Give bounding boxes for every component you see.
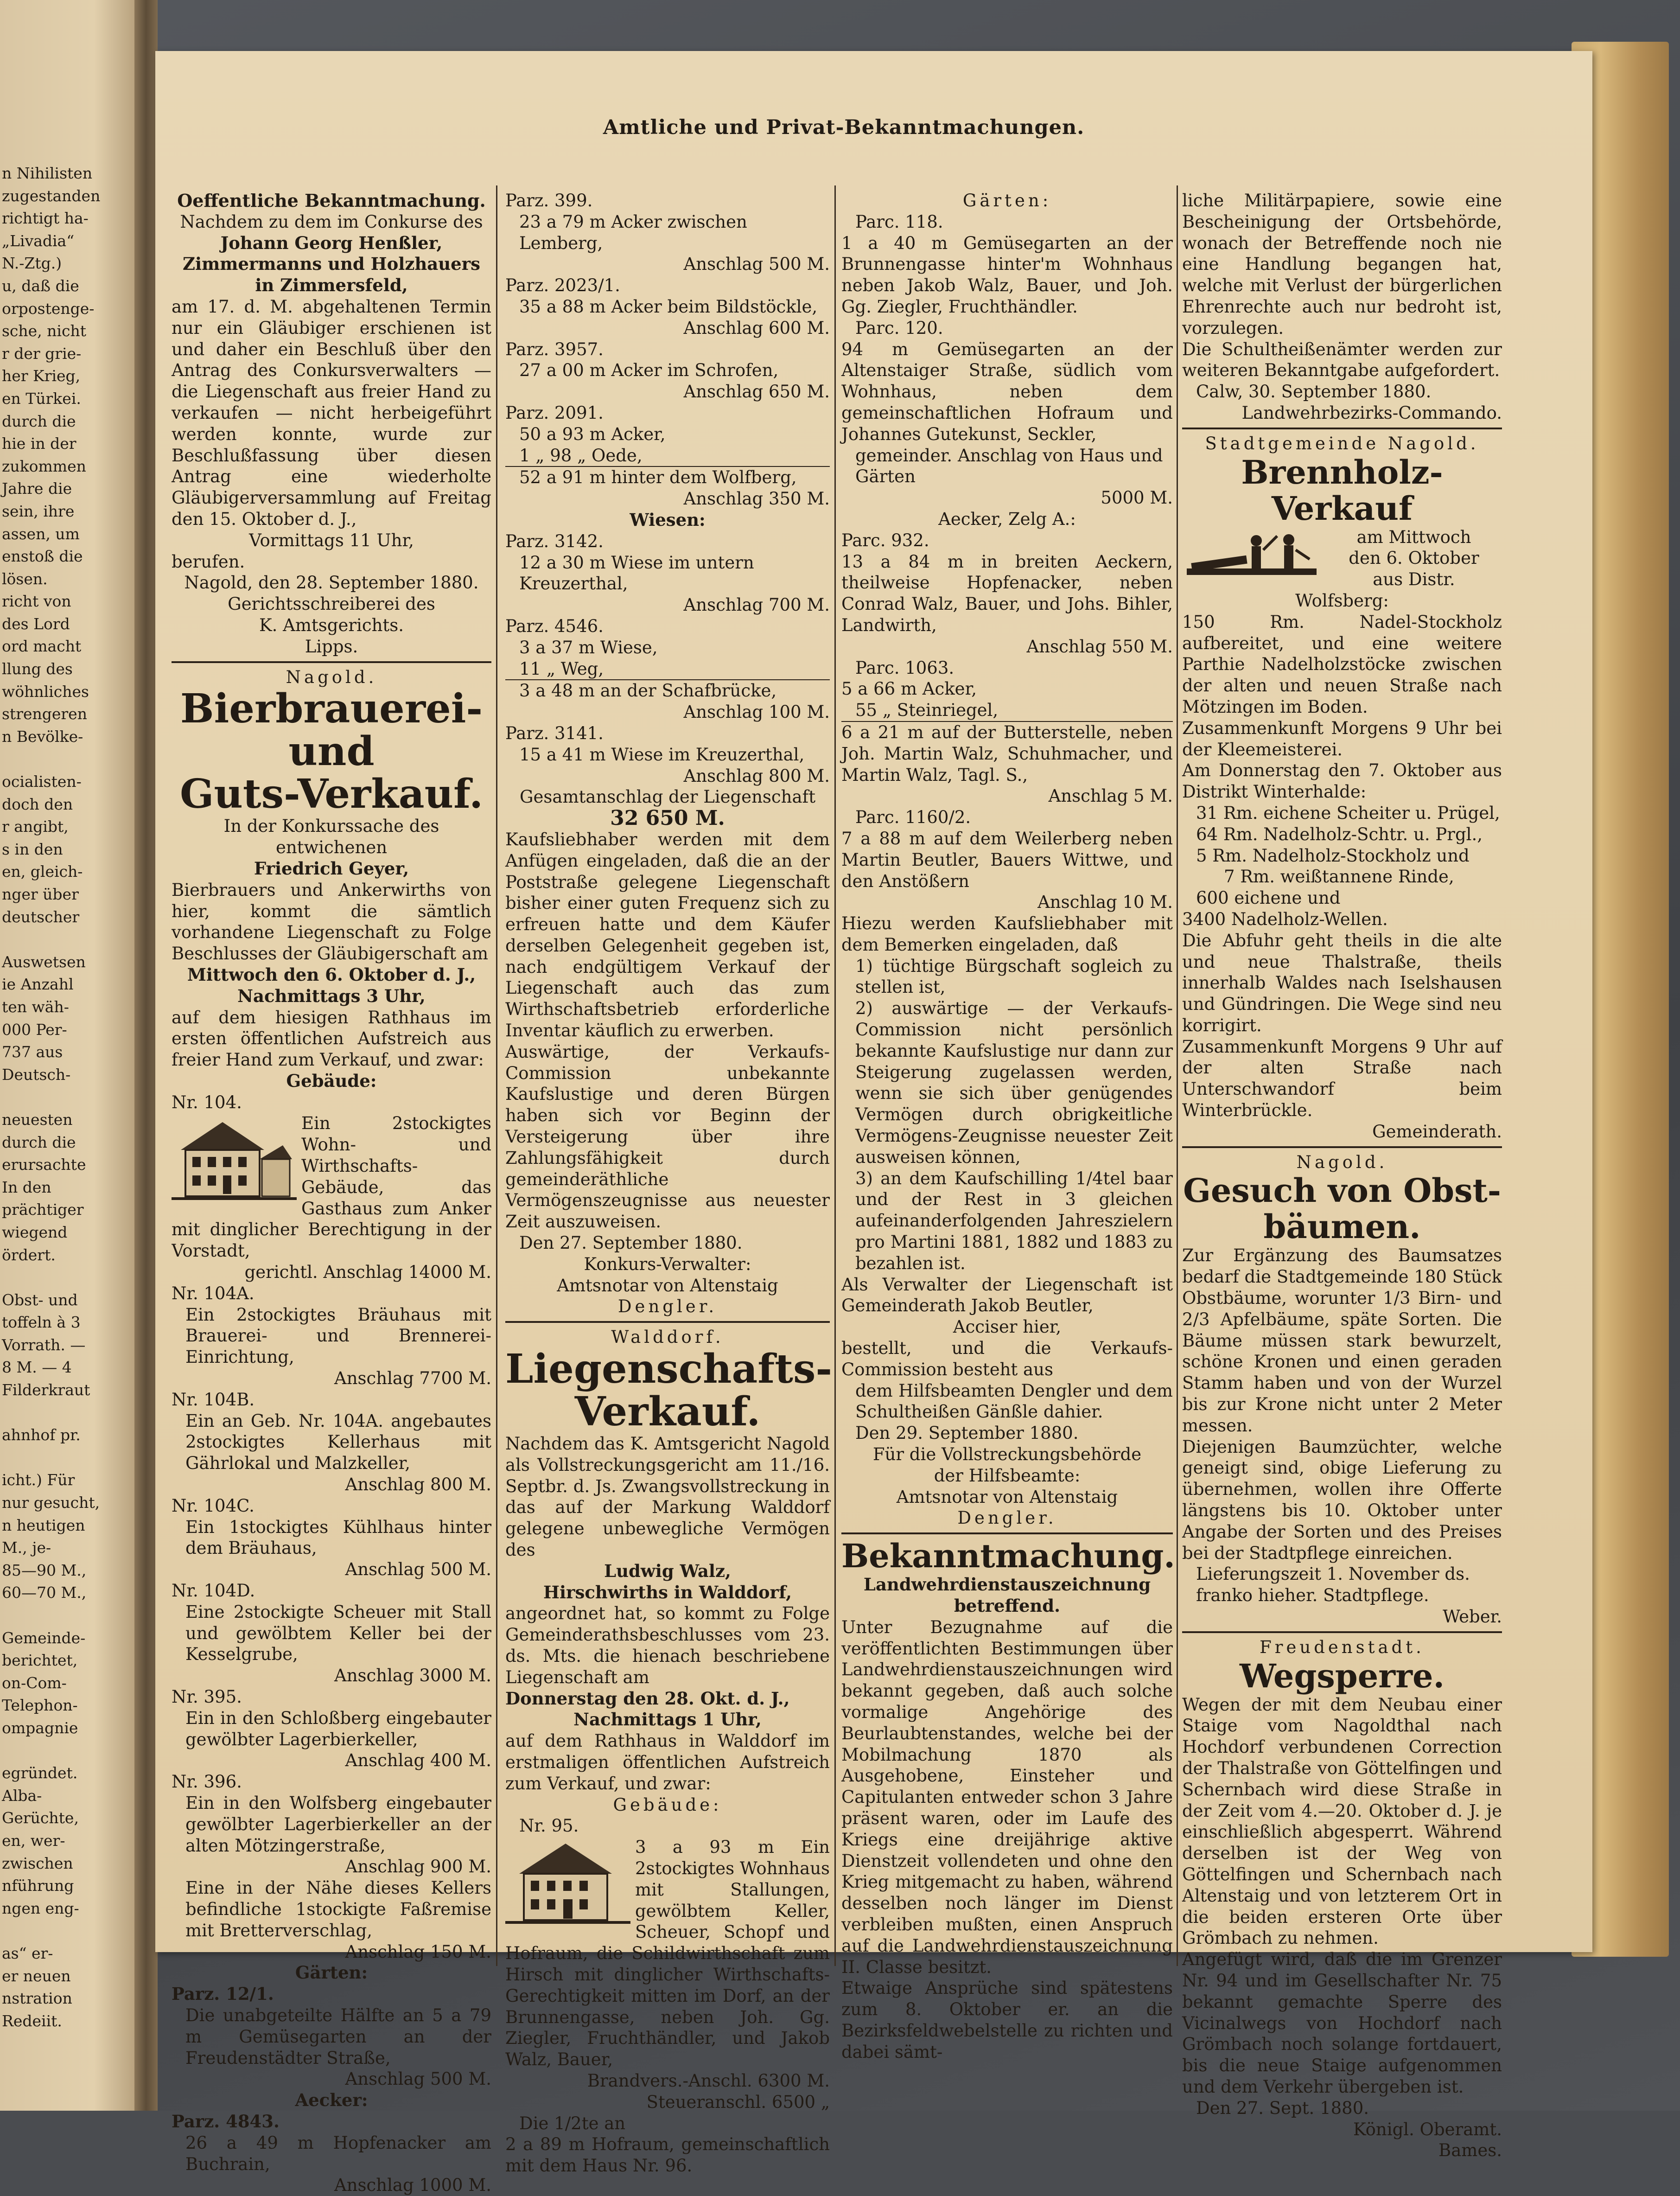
notice-title: Bierbrauerei- und xyxy=(180,685,483,775)
text-line: Vormittags 11 Uhr, xyxy=(249,530,414,550)
rule xyxy=(505,1321,830,1323)
notice-title: Oeffentliche Bekanntmachung. xyxy=(177,190,486,211)
list-item: 5 Rm. Nadelholz-Stockholz und xyxy=(1196,845,1470,866)
text-line: Lieferungszeit 1. November ds. xyxy=(1196,1564,1470,1584)
text-line: Anschlag 600 M. xyxy=(683,318,830,338)
left-page-text: n Nihilisten zugestanden richtigt ha- „Livadia“ N.-Ztg.) u, daß die orpostenge- sche, nicht r der grie- her Krieg, en Türkei. durch die hie in der zukommen Jahre die sein, ihre assen, um enstoß die lösen. richt von des Lord ord macht llung des wöhnliches strengeren n Bevölke- ocialisten- doch den r angibt, s in den en, gleich- nger über deutscher Auswetsen ie Anzahl ten wäh- 000 Per- 737 aus Deutsch- neuesten durch die erursachte In den prächtiger wiegend ördert. Obst- und toffeln à 3 Vorrath. — 8 M. — 4 Filderkraut ahnhof pr. icht.) Für nur gesucht, n heutigen M., je- 85—90 M., 60—70 M., Gemeinde- berichtet, on-Com- Telephon- ompagnie egründet. Alba- Gerüchte, en, wer- zwischen nführung ngen eng- as“ er- er neuen nstration Redeiit. xyxy=(2,164,101,2030)
paragraph: Ein 2stockigtes Bräuhaus mit Brauerei- und Brennerei-Einrichtung, xyxy=(185,1304,491,1367)
paragraph: auf dem Rathhaus in Walddorf im erstmaligen öffentlichen Aufstreich zum Verkauf, und zwar: xyxy=(505,1731,830,1794)
text-line: In der Konkurssache des entwichenen xyxy=(223,816,439,858)
text-line: Weber. xyxy=(1443,1607,1502,1627)
text-line: Gerichtsschreiberei des xyxy=(228,594,435,614)
text-line: Nr. 395. xyxy=(172,1687,242,1707)
text-line: 5000 M. xyxy=(1101,488,1173,508)
list-item: 3) an dem Kaufschilling 1/4tel baar und der Rest in 3 gleichen aufeinanderfolgenden Jahreszielern pro Martini 1881, 1882 und 1883 zu bezahlen ist. xyxy=(855,1168,1173,1273)
text-line: Anschlag 1000 M. xyxy=(334,2175,491,2196)
text-line: Landwehrdienstauszeichnung xyxy=(863,1574,1151,1595)
house-illustration-icon xyxy=(505,1837,630,1929)
text-line: am Mittwoch xyxy=(1356,527,1471,547)
text-line: Anschlag 400 M. xyxy=(345,1750,491,1771)
text-line: Anschlag 100 M. xyxy=(683,702,830,722)
notice-title: bäumen. xyxy=(1263,1207,1421,1246)
text-line: Gemeinderath. xyxy=(1372,1121,1502,1142)
column-rule xyxy=(1177,185,1178,1966)
text-line: Mittwoch den 6. Oktober d. J., xyxy=(187,964,476,985)
text-line: Nr. 95. xyxy=(519,1816,579,1836)
paragraph: bestellt, und die Verkaufs-Commission besteht aus xyxy=(841,1338,1173,1379)
paragraph: Zusammenkunft Morgens 9 Uhr auf der alten Straße nach Unterschwandorf beim Winterbrückle. xyxy=(1182,1036,1502,1121)
text-line: Parz. 3957. xyxy=(505,339,604,359)
text-line: 3 a 48 m an der Schafbrücke, xyxy=(519,681,777,701)
paragraph: 7 a 88 m auf dem Weilerberg neben Martin Beutler, Bauers Wittwe, und den Anstößern xyxy=(841,828,1173,891)
column-rule xyxy=(496,185,497,1966)
total-value: 32 650 M. xyxy=(610,806,725,830)
text-line: Anschlag 3000 M. xyxy=(334,1666,491,1686)
list-item: 3400 Nadelholz-Wellen. xyxy=(1182,909,1388,929)
text-line: 35 a 88 m Acker beim Bildstöckle, xyxy=(519,296,818,317)
paragraph: 3 a 93 m Ein 2stockigtes Wohnhaus mit Stallungen, gewölbtem Keller, Scheuer, Schopf und Hofraum, die Schildwirthschaft zum Hirsch mit dinglicher Wirthschafts-Gerechtigkeit mitten im Dorf, an der Brunnengasse, neben Joh. Gg. Ziegler, Fruchthändler, und Jakob Walz, Bauer, xyxy=(505,1837,830,2070)
text-line: Wiesen: xyxy=(630,509,706,530)
rule xyxy=(172,661,491,663)
notice-title: Gesuch von Obst- xyxy=(1183,1171,1501,1210)
text-line: Für die Vollstreckungsbehörde xyxy=(872,1444,1142,1465)
paragraph: Als Verwalter der Liegenschaft ist Gemeinderath Jakob Beutler, xyxy=(841,1274,1173,1316)
notice-title: Bekanntmachung. xyxy=(841,1537,1175,1576)
text-line: betreffend. xyxy=(954,1596,1061,1616)
text-line: Parz. 3142. xyxy=(505,531,604,551)
text-line: Parc. 1063. xyxy=(855,658,955,678)
page-header: Amtliche und Privat-Bekanntmachungen. xyxy=(603,116,1085,139)
text-line: Nr. 104B. xyxy=(172,1389,255,1410)
text-line: Anschlag 800 M. xyxy=(683,766,830,786)
paragraph: Zusammenkunft Morgens 9 Uhr bei der Kleemeisterei. xyxy=(1182,718,1502,760)
text-line: aus Distr. Wolfsberg: xyxy=(1295,569,1455,611)
notice-title: Guts-Verkauf. xyxy=(179,771,484,818)
paragraph: am 17. d. M. abgehaltenen Termin nur ein Gläubiger erschienen ist und daher ein Beschluß über den Antrag des Conkursverwalters — die Liegenschaft aus freier Hand zu verkaufen — nicht herbeigeführt werden konnte, wurde zur Beschlußfassung über diesen Antrag eine wiederholte Gläubigerversammlung auf Freitag den 15. Oktober d. J., xyxy=(172,296,491,529)
text-line: Den 29. September 1880. xyxy=(855,1423,1079,1443)
paragraph: Diejenigen Baumzüchter, welche geneigt sind, obige Lieferung zu übernehmen, wollen ihre Offerte längstens bis 10. Oktober unter Angabe der Sorten und des Preises bei der Stadtpflege einreichen. xyxy=(1182,1436,1502,1563)
text-line: gerichtl. Anschlag 14000 M. xyxy=(244,1262,491,1283)
text-line: Parz. 2023/1. xyxy=(505,275,620,296)
rule xyxy=(1182,1146,1502,1148)
paragraph: Unter Bezugnahme auf die veröffentlichten Bestimmungen über Landwehrdienstauszeichnungen wird bekannt gegeben, daß auch solche vormalige Angehörige des Beurlaubtenstandes, welche bei der Mobilmachung 1870 als Ausgehobene, Einsteher und Capitulanten entweder schon 3 Jahre präsent waren, oder im Laufe des Kriegs eine dreijährige aktive Dienstzeit vollendeten und ohne den Krieg mitgemacht zu haben, während desselben noch länger im Dienst verbleiben mußten, einen Anspruch auf die Landwehrdienstauszeichnung II. Classe besitzt. xyxy=(841,1617,1173,1977)
text-line: Nr. 104. xyxy=(172,1092,242,1112)
text-line: den 6. Oktober xyxy=(1349,548,1479,568)
text-line: Aecker, Zelg A.: xyxy=(938,509,1076,529)
text-line: Steueranschl. 6500 „ xyxy=(646,2092,830,2112)
rule xyxy=(841,1532,1173,1534)
list-item: 600 eichene und xyxy=(1196,888,1341,908)
text-line: Nachdem zu dem im Conkurse des xyxy=(180,211,483,232)
text-line: Den 27. Sept. 1880. xyxy=(1196,2098,1369,2118)
notice-title: Liegenschafts- xyxy=(505,1346,833,1393)
text-line: Die 1/2te an xyxy=(519,2113,626,2133)
text-line: Nagold, den 28. September 1880. xyxy=(184,573,479,593)
paragraph: Eine 2stockigte Scheuer mit Stall und gewölbtem Keller bei der Kesselgrube, xyxy=(185,1602,491,1665)
text-line: Anschlag 500 M. xyxy=(683,254,830,274)
text-line: Gesamtanschlag der Liegenschaft xyxy=(519,787,816,807)
text-line: 27 a 00 m Acker im Schrofen, xyxy=(519,360,779,381)
text-line: Zimmermanns und Holzhauers xyxy=(183,254,480,274)
paragraph: 6 a 21 m auf der Butterstelle, neben Joh. Martin Walz, Schuhmacher, und Martin Walz, Tagl. S., xyxy=(841,722,1173,785)
paragraph: 150 Rm. Nadel-Stockholz aufbereitet, und eine weitere Parthie Nadelholzstöcke zwischen der alten und neuen Straße nach Mötzingen im Boden. xyxy=(1182,612,1502,717)
list-item: 31 Rm. eichene Scheiter u. Prügel, xyxy=(1196,803,1500,823)
text-line: Anschlag 500 M. xyxy=(345,1559,491,1580)
text-line: Walddorf. xyxy=(611,1327,724,1347)
text-line: Den 27. September 1880. xyxy=(519,1233,743,1253)
paragraph: Wegen der mit dem Neubau einer Staige vom Nagoldthal nach Hochdorf verbundenen Correction der Thalstraße von Göttelfingen und Schernbach wird diese Straße in der Zeit vom 4.—20. Oktober d. J. je einschließlich abgesperrt. Während derselben ist der Weg von Göttelfingen und Schernbach nach Altenstaig und von letzterem Ort in die beiden ersteren Orte über Grömbach zu nehmen. xyxy=(1182,1694,1502,1948)
text-line: Lipps. xyxy=(305,636,358,657)
paragraph: Angefügt wird, daß die im Grenzer Nr. 94 und im Gesellschafter Nr. 75 bekannt gemachte Sperre des Vicinalwegs von Hochdorf nach Grömbach noch solange fortdauert, bis die neue Staige aufgenommen und dem Verkehr übergeben ist. xyxy=(1182,1949,1502,2097)
list-item: 64 Rm. Nadelholz-Schtr. u. Prgl., xyxy=(1196,824,1483,844)
house-illustration-icon xyxy=(172,1113,297,1206)
column-2 xyxy=(505,190,833,2177)
text-line: Calw, 30. September 1880. xyxy=(1196,382,1432,402)
text-line: berufen. xyxy=(172,551,245,572)
column-1 xyxy=(172,190,491,2196)
paragraph: auf dem hiesigen Rathhaus im ersten öffentlichen Aufstreich aus freier Hand zum Verkauf, und zwar: xyxy=(172,1007,491,1070)
text-line: Amtsnotar von Altenstaig xyxy=(896,1487,1118,1507)
text-line: Anschlag 550 M. xyxy=(1026,636,1173,657)
text-line: Anschlag 900 M. xyxy=(345,1857,491,1877)
paragraph: Eine in der Nähe dieses Kellers befindliche 1stockigte Faßremise mit Bretterverschlag, xyxy=(185,1878,491,1941)
text-line: Anschlag 150 M. xyxy=(345,1941,491,1962)
paragraph: 2 a 89 m Hofraum, gemeinschaftlich mit dem Haus Nr. 96. xyxy=(505,2134,830,2176)
text-line: Donnerstag den 28. Okt. d. J., xyxy=(505,1688,790,1709)
text-line: Anschlag 800 M. xyxy=(345,1475,491,1495)
column-rule xyxy=(834,185,836,1966)
text-line: der Hilfsbeamte: xyxy=(934,1465,1081,1486)
text-line: gemeinder. Anschlag von Haus und Gärten xyxy=(855,445,1163,487)
text-line: Parc. 120. xyxy=(855,318,943,338)
list-item: 2) auswärtige — der Verkaufs-Commission nicht persönlich bekannte Kaufslustige nur dann zur Steigerung zugelassen werden, wenn sie sich über genügendes Vermögen durch obrigkeitliche Vermögens-Zeugnisse neuester Zeit ausweisen können, xyxy=(855,998,1173,1167)
text-line: Johann Georg Henßler, xyxy=(220,232,443,253)
text-line: Stadtgemeinde Nagold. xyxy=(1205,433,1479,453)
text-line: franko hieher. Stadtpflege. xyxy=(1196,1585,1429,1606)
paragraph: 1 a 40 m Gemüsegarten an der Brunnengasse hinter'm Wohnhaus neben Jakob Walz, Bauer, und Joh. Gg. Ziegler, Fruchthändler. xyxy=(841,233,1173,317)
paragraph: Bierbrauers und Ankerwirths von hier, kommt die sämtlich vorhandene Liegenschaft zu Folge Beschlusses der Gläubigerschaft am xyxy=(172,880,491,964)
paragraph: angeordnet hat, so kommt zu Folge Gemeinderathsbeschlusses vom 23. ds. Mts. die hienach beschriebene Liegenschaft am xyxy=(505,1603,830,1687)
text-line: Nr. 396. xyxy=(172,1772,242,1792)
text-line: Friedrich Geyer, xyxy=(254,858,409,879)
paragraph: Ein 2stockigtes Wohn- und Wirthschafts-Gebäude, das Gasthaus zum Anker mit dinglicher Berechtigung in der Vorstadt, xyxy=(172,1113,491,1261)
text-line: Anschlag 10 M. xyxy=(1037,892,1173,913)
paragraph: Nachdem das K. Amtsgericht Nagold als Vollstreckungsgericht am 11./16. Septbr. d. Js. Zwangsvollstreckung in das auf der Markung Walddorf gelegene unbewegliche Vermögen des xyxy=(505,1434,830,1560)
woodcutters-illustration-icon xyxy=(1182,527,1321,587)
paragraph: 13 a 84 m in breiten Aeckern, theilweise Hopfenacker, neben Conrad Walz, Bauer, und Johs. Bihler, Landwirth, xyxy=(841,551,1173,635)
paragraph: 94 m Gemüsegarten an der Altenstaiger Straße, südlich vom Wohnhaus, neben dem gemeinschaftlichen Hofraum und Johannes Gutekunst, Seckler, xyxy=(841,339,1173,444)
text-line: Bames. xyxy=(1438,2140,1502,2161)
text-line: Hirschwirths in Walddorf, xyxy=(543,1582,792,1602)
text-line: Aecker: xyxy=(295,2090,368,2111)
paragraph: Ein in den Schloßberg eingebauter gewölbter Lagerbierkeller, xyxy=(185,1708,491,1749)
list-item: 1) tüchtige Bürgschaft sogleich zu stellen ist, xyxy=(855,956,1173,997)
text-line: Gebäude: xyxy=(613,1794,722,1815)
paragraph: Ein 1stockigtes Kühlhaus hinter dem Bräuhaus, xyxy=(185,1517,491,1558)
paragraph: Zur Ergänzung des Baumsatzes bedarf die Stadtgemeinde 180 Stück Obstbäume, worunter 1/3 Birn- und 2/3 Apfelbäume, späte Sorten. Die Bäume müssen stark bewurzelt, schöne Kronen und einen geraden Stamm haben und von der Wurzel bis zur Krone nicht unter 2 Meter messen. xyxy=(1182,1245,1502,1436)
paragraph: Etwaige Ansprüche sind spätestens zum 8. Oktober er. an die Bezirksfeldwebelstelle zu richten und dabei sämt- xyxy=(841,1978,1173,2062)
paragraph: Die Schultheißenämter werden zur weiteren Bekanntgabe aufgefordert. xyxy=(1182,339,1502,381)
notice-title: Verkauf. xyxy=(574,1388,761,1436)
column-4 xyxy=(1182,190,1502,2161)
text-line: Gärten: xyxy=(295,1962,368,1983)
text-line: Gärten: xyxy=(962,191,1052,211)
text-line: Anschlag 350 M. xyxy=(683,489,830,509)
text-line: Parc. 932. xyxy=(841,530,929,550)
text-line: Nagold. xyxy=(1296,1152,1388,1172)
paragraph: Ein in den Wolfsberg eingebauter gewölbter Lagerbierkeller an der alten Mötzingerstraße, xyxy=(185,1793,491,1856)
text-line: Konkurs-Verwalter: xyxy=(584,1254,751,1274)
text-line: Nr. 104D. xyxy=(172,1581,255,1601)
paragraph: Auswärtige, der Verkaufs-Commission unbekannte Kaufslustige und deren Bürgen haben sich vor Beginn der Versteigerung über ihre Zahlungsfähigkeit durch gemeinderäthliche Vermögenszeugnisse aus neuester Zeit auszuweisen. xyxy=(505,1041,830,1232)
text-line: Nagold. xyxy=(286,667,377,687)
text-line: Anschlag 5 M. xyxy=(1048,786,1173,806)
text-line: Amtsnotar von Altenstaig xyxy=(557,1275,778,1296)
text-line: 52 a 91 m hinter dem Wolfberg, xyxy=(519,467,797,488)
text-line: 3 a 37 m Wiese, xyxy=(519,637,658,658)
rule xyxy=(1182,428,1502,429)
text-line: Parz. 2091. xyxy=(505,402,604,423)
paragraph: Am Donnerstag den 7. Oktober aus Distrikt Winterhalde: xyxy=(1182,760,1502,802)
text-line: Parz. 399. xyxy=(505,191,593,211)
text-line: Parc. 1160/2. xyxy=(855,807,971,828)
paragraph: dem Hilfsbeamten Dengler und dem Schultheißen Gänßle dahier. xyxy=(855,1380,1173,1422)
text-line: Acciser hier, xyxy=(953,1317,1062,1337)
text-line: Parz. 4546. xyxy=(505,616,604,636)
text-line: Parz. 12/1. xyxy=(172,1984,274,2004)
text-line: 1 „ 98 „ Oede, xyxy=(505,445,830,467)
text-line: Parz. 3141. xyxy=(505,723,604,743)
text-line: 5 a 66 m Acker, xyxy=(841,679,977,699)
paragraph: Die Abfuhr geht theils in die alte und neue Thalstraße, theils innerhalb Waldes nach Iselshausen und Gündringen. Die Wege sind neu korrigirt. xyxy=(1182,930,1502,1035)
notice-title: Brennholz-Verkauf xyxy=(1241,453,1443,528)
text-line: 55 „ Steinriegel, xyxy=(841,700,1173,722)
text-line: Königl. Oberamt. xyxy=(1353,2119,1502,2139)
paragraph: Kaufsliebhaber werden mit dem Anfügen eingeladen, daß die an der Poststraße gelegene Liegenschaft bisher einer guten Frequenz sich zu erfreuen hatte und dem Käufer derselben Gelegenheit gegeben ist, nach endgültigem Verkauf der Liegenschaft auch das zum Wirthschaftsbetrieb erforderliche Inventar käuflich zu erwerben. xyxy=(505,829,830,1041)
left-page-fragment xyxy=(0,0,134,2111)
text-line: 50 a 93 m Acker, xyxy=(519,424,666,444)
text-line: Nachmittags 3 Uhr, xyxy=(237,985,426,1006)
text-line: 12 a 30 m Wiese im untern Kreuzerthal, xyxy=(519,552,754,594)
text-line: Dengler. xyxy=(617,1296,718,1317)
text-line: Ludwig Walz, xyxy=(604,1560,731,1581)
paragraph: Ein an Geb. Nr. 104A. angebautes 2stockigtes Kellerhaus mit Gährlokal und Malzkeller, xyxy=(185,1411,491,1474)
text-line: Nr. 104C. xyxy=(172,1495,255,1516)
text-line: Nr. 104A. xyxy=(172,1283,255,1303)
list-item: 7 Rm. weißtannene Rinde, xyxy=(1224,867,1454,887)
text-line: in Zimmersfeld, xyxy=(255,275,408,296)
text-line: Anschlag 500 M. xyxy=(345,2069,491,2089)
text-line: Dengler. xyxy=(957,1508,1057,1528)
paragraph: Die unabgeteilte Hälfte an 5 a 79 m Gemüsegarten an der Freudenstädter Straße, xyxy=(185,2005,491,2068)
text-line: Parc. 118. xyxy=(855,211,943,232)
text-line: K. Amtsgerichts. xyxy=(259,615,404,635)
text-line: Anschlag 650 M. xyxy=(683,382,830,402)
notice-title: Wegsperre. xyxy=(1240,1656,1445,1695)
paragraph: Hiezu werden Kaufsliebhaber mit dem Bemerken eingeladen, daß xyxy=(841,913,1173,955)
text-line: Landwehrbezirks-Commando. xyxy=(1241,402,1502,423)
text-line: Anschlag 7700 M. xyxy=(334,1368,491,1389)
text-line: Nachmittags 1 Uhr, xyxy=(573,1709,762,1730)
text-line: 11 „ Weg, xyxy=(505,658,830,681)
paragraph: 26 a 49 m Hopfenacker am Buchrain, xyxy=(185,2132,491,2174)
paragraph: liche Militärpapiere, sowie eine Bescheinigung der Ortsbehörde, wonach der Betreffende noch nie eine Handlung begangen hat, welche mit Verlust der bürgerlichen Ehrenrechte auch nur bedroht ist, vorzulegen. xyxy=(1182,191,1502,338)
text-line: Freudenstadt. xyxy=(1260,1637,1425,1657)
text-line: 15 a 41 m Wiese im Kreuzerthal, xyxy=(519,744,805,765)
book-gutter xyxy=(134,0,158,2111)
text-line: Gebäude: xyxy=(286,1070,377,1091)
text-line: Anschlag 700 M. xyxy=(683,595,830,615)
text-line: Parz. 4843. xyxy=(172,2111,280,2132)
rule xyxy=(1182,1631,1502,1633)
text-line: Brandvers.-Anschl. 6300 M. xyxy=(587,2070,830,2091)
text-line: 23 a 79 m Acker zwischen Lemberg, xyxy=(519,211,747,253)
column-3 xyxy=(841,190,1173,2063)
